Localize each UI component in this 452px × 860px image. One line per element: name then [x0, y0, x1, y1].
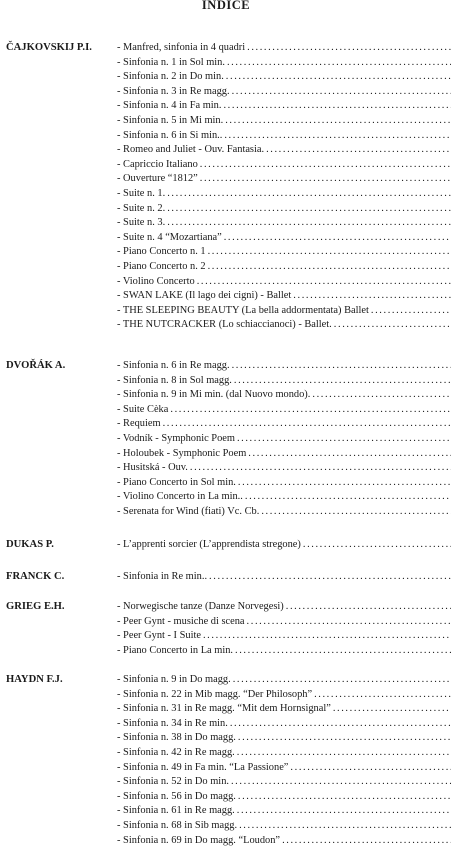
dot-leader	[301, 538, 451, 553]
dot-leader	[168, 403, 451, 418]
work-title: - Suite n. 3.	[117, 217, 166, 229]
work-entry	[117, 129, 451, 144]
work-title: - Sinfonia n. 1 in Sol min.	[117, 56, 225, 68]
dot-leader	[236, 476, 451, 491]
work-entry	[117, 834, 451, 849]
work-title: - Sinfonia n. 34 in Re min.	[117, 717, 228, 729]
dot-leader	[233, 644, 451, 659]
work-entry	[117, 318, 451, 333]
work-entry	[117, 819, 451, 834]
work-title: - Suite n. 2.	[117, 202, 166, 214]
work-entry	[117, 538, 451, 553]
work-entry	[117, 359, 451, 374]
work-entry	[117, 187, 451, 202]
work-title: - THE SLEEPING BEAUTY (La bella addormentata) Ballet	[117, 304, 369, 316]
work-list	[117, 673, 451, 848]
dot-leader	[280, 834, 451, 849]
work-title: - Sinfonia n. 6 in Re magg.	[117, 360, 230, 371]
dot-leader	[310, 388, 451, 403]
work-title: - Violino Concerto	[117, 275, 195, 287]
dot-leader	[198, 172, 451, 187]
dot-leader	[237, 819, 451, 834]
work-title: - Sinfonia n. 22 in Mib magg. “Der Philosoph”	[117, 688, 313, 700]
work-title: - Sinfonia n. 49 in Fa min. “La Passione”	[117, 761, 289, 773]
work-entry	[117, 673, 451, 688]
work-title: - Holoubek - Symphonic Poem	[117, 447, 247, 459]
dot-leader	[232, 374, 451, 389]
dot-leader	[165, 202, 451, 217]
dot-leader	[188, 461, 451, 476]
dot-leader	[259, 505, 451, 520]
work-entry	[117, 114, 451, 129]
dot-leader	[236, 731, 451, 746]
work-title: - Sinfonia in Re min..	[117, 571, 208, 582]
work-title: - Norwegische tanze (Danze Norvegesi)	[117, 601, 284, 612]
work-list	[117, 538, 451, 553]
work-title: - THE NUTCRACKER (Lo schiaccianoci) - Ballet.	[117, 319, 332, 331]
work-list	[117, 600, 451, 658]
dot-leader	[225, 56, 451, 71]
work-title: - Suite Cèka	[117, 403, 169, 415]
dot-leader	[230, 359, 451, 374]
composer-name: DVOŘÁK A.	[6, 360, 66, 371]
composer-name: DUKAS P.	[6, 539, 54, 550]
work-title: - SWAN LAKE (Il lago dei cigni) - Ballet	[117, 290, 292, 302]
work-entry	[117, 775, 451, 790]
work-title: - Romeo and Juliet - Ouv. Fantasia.	[117, 144, 265, 156]
work-entry	[117, 461, 451, 476]
dot-leader	[284, 600, 451, 615]
work-entry	[117, 275, 451, 290]
work-title: - Sinfonia n. 4 in Fa min.	[117, 100, 222, 112]
dot-leader	[201, 629, 451, 644]
dot-leader	[243, 490, 451, 505]
work-entry	[117, 388, 451, 403]
work-entry	[117, 245, 451, 260]
work-title: - Sinfonia n. 68 in Sib magg.	[117, 819, 238, 831]
work-title: - L’apprenti sorcier (L’apprendista stregone)	[117, 539, 301, 550]
work-title: - Sinfonia n. 5 in Mi min.	[117, 114, 224, 126]
work-entry	[117, 202, 451, 217]
work-title: - Piano Concerto n. 2	[117, 260, 206, 272]
work-entry	[117, 70, 451, 85]
dot-leader	[246, 447, 451, 462]
dot-leader	[332, 318, 451, 333]
work-title: - Requiem	[117, 418, 161, 430]
work-title: - Vodník - Symphonic Poem	[117, 432, 235, 444]
dot-leader	[231, 673, 451, 688]
work-title: - Sinfonia n. 31 in Re magg. “Mit dem Hornsignal”	[117, 703, 331, 715]
work-title: - Sinfonia n. 61 in Re magg.	[117, 805, 235, 817]
work-title: - Sinfonia n. 2 in Do min.	[117, 71, 224, 83]
work-title: - Husitská - Ouv.	[117, 462, 188, 474]
work-title: - Violino Concerto in La min..	[117, 491, 243, 503]
work-entry	[117, 304, 451, 319]
work-entry	[117, 403, 451, 418]
work-entry	[117, 289, 451, 304]
work-title: - Piano Concerto n. 1	[117, 246, 206, 258]
work-entry	[117, 260, 451, 275]
work-title: - Suite n. 1.	[117, 187, 166, 199]
work-entry	[117, 505, 451, 520]
work-entry	[117, 804, 451, 819]
work-list	[117, 41, 451, 333]
work-entry	[117, 702, 451, 717]
work-title: - Piano Concerto in La min.	[117, 644, 234, 656]
work-entry	[117, 231, 451, 246]
work-entry	[117, 56, 451, 71]
work-entry	[117, 731, 451, 746]
dot-leader	[229, 775, 451, 790]
work-title: - Sinfonia n. 56 in Do magg.	[117, 790, 236, 802]
work-title: - Peer Gynt - musiche di scena	[117, 615, 245, 627]
dot-leader	[291, 289, 451, 304]
work-entry	[117, 790, 451, 805]
work-list	[117, 359, 451, 520]
work-entry	[117, 600, 451, 615]
work-title: - Sinfonia n. 52 in Do min.	[117, 776, 229, 788]
work-entry	[117, 41, 451, 56]
dot-leader	[312, 688, 451, 703]
work-title: - Sinfonia n. 9 in Mi min. (dal Nuovo mondo).	[117, 389, 311, 401]
work-title: - Suite n. 4 “Mozartiana”	[117, 231, 222, 243]
dot-leader	[236, 790, 451, 805]
work-entry	[117, 417, 451, 432]
dot-leader	[165, 216, 451, 231]
work-entry	[117, 644, 451, 659]
dot-leader	[331, 702, 451, 717]
work-title: - Sinfonia n. 38 in Do magg.	[117, 732, 236, 744]
dot-leader	[206, 260, 451, 275]
work-title: - Capriccio Italiano	[117, 158, 198, 170]
work-entry	[117, 688, 451, 703]
work-entry	[117, 490, 451, 505]
work-title: - Manfred, sinfonia in 4 quadri	[117, 42, 246, 53]
work-entry	[117, 85, 451, 100]
dot-leader	[288, 761, 451, 776]
dot-leader	[222, 129, 451, 144]
page-title: INDICE	[201, 0, 251, 12]
dot-leader	[223, 114, 451, 129]
work-entry	[117, 717, 451, 732]
dot-leader	[235, 804, 451, 819]
work-entry	[117, 476, 451, 491]
dot-leader	[207, 570, 451, 585]
work-entry	[117, 761, 451, 776]
composer-name: HAYDN F.J.	[6, 674, 63, 685]
work-entry	[117, 143, 451, 158]
work-entry	[117, 615, 451, 630]
work-title: - Sinfonia n. 6 in Si min..	[117, 129, 223, 141]
dot-leader	[235, 432, 451, 447]
dot-leader	[235, 746, 451, 761]
work-list	[117, 570, 451, 585]
work-title: - Sinfonia n. 42 in Re magg.	[117, 746, 235, 758]
dot-leader	[161, 417, 451, 432]
dot-leader	[245, 41, 451, 56]
work-entry	[117, 447, 451, 462]
work-title: - Peer Gynt - I Suite	[117, 630, 201, 642]
dot-leader	[165, 187, 451, 202]
work-title: - Sinfonia n. 3 in Re magg.	[117, 85, 230, 97]
dot-leader	[228, 717, 451, 732]
work-entry	[117, 432, 451, 447]
work-title: - Sinfonia n. 9 in Do magg.	[117, 674, 231, 685]
composer-name: ČAJKOVSKIJ P.I.	[6, 42, 92, 53]
dot-leader	[206, 245, 451, 260]
work-entry	[117, 216, 451, 231]
work-entry	[117, 172, 451, 187]
work-title: - Sinfonia n. 69 in Do magg. “Loudon”	[117, 834, 281, 846]
work-title: - Serenata for Wind (fiati) Vc. Cb.	[117, 505, 260, 517]
work-title: - Ouverture “1812”	[117, 173, 198, 185]
work-entry	[117, 374, 451, 389]
dot-leader	[369, 304, 451, 319]
dot-leader	[222, 231, 451, 246]
work-entry	[117, 570, 451, 585]
work-title: - Sinfonia n. 8 in Sol magg.	[117, 374, 232, 386]
composer-name: GRIEG E.H.	[6, 601, 65, 612]
dot-leader	[195, 275, 451, 290]
work-entry	[117, 629, 451, 644]
work-entry	[117, 99, 451, 114]
dot-leader	[224, 70, 451, 85]
work-entry	[117, 746, 451, 761]
dot-leader	[264, 143, 451, 158]
dot-leader	[230, 85, 451, 100]
dot-leader	[245, 615, 451, 630]
composer-name: FRANCK C.	[6, 571, 65, 582]
dot-leader	[221, 99, 451, 114]
work-entry	[117, 158, 451, 173]
dot-leader	[198, 158, 451, 173]
work-title: - Piano Concerto in Sol min.	[117, 476, 236, 488]
